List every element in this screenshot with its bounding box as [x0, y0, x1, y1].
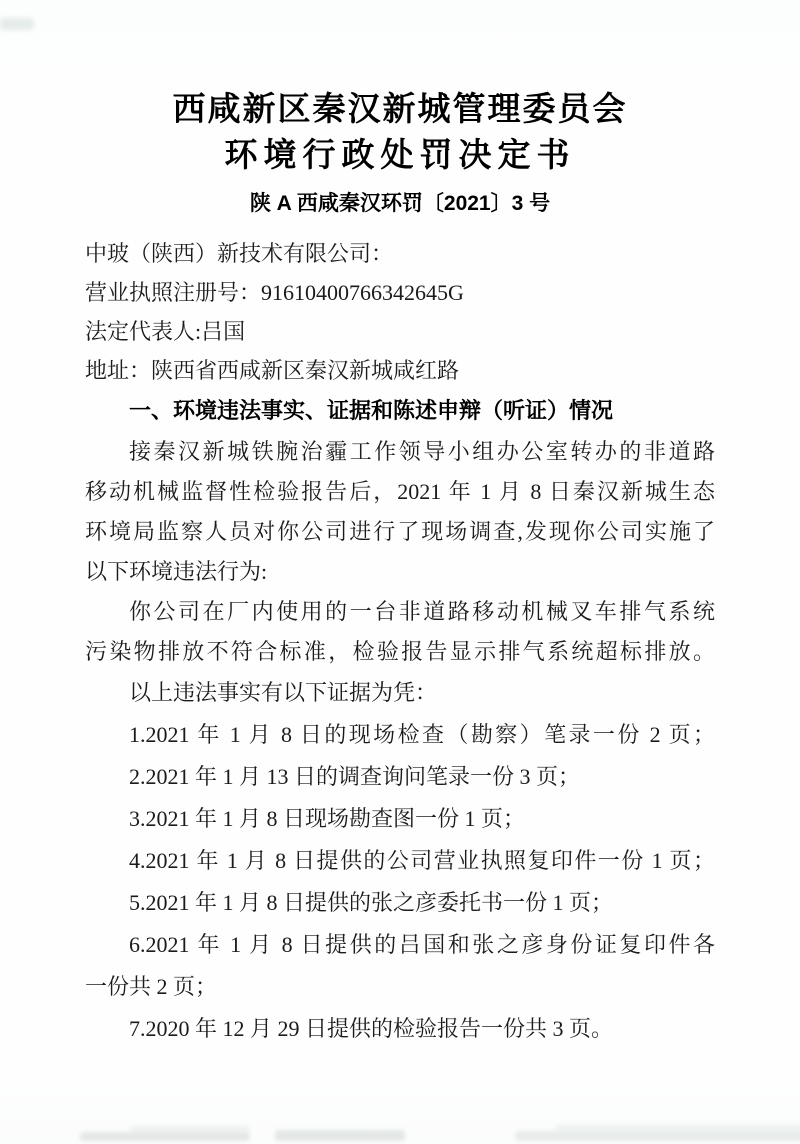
paragraph-2-line-1: 你公司在厂内使用的一台非道路移动机械叉车排气系统	[129, 599, 715, 624]
evidence-item-7: 7.2020 年 12 月 29 日提供的检验报告一份共 3 页。	[129, 1016, 614, 1041]
evidence-intro: 以上违法事实有以下证据为凭：	[129, 680, 438, 705]
evidence-item-4: 4.2021 年 1 月 8 日提供的公司营业执照复印件一份 1 页；	[129, 848, 715, 873]
paragraph-1	[85, 432, 715, 592]
scan-smudge	[130, 1126, 250, 1131]
scan-smudge	[80, 1132, 250, 1141]
evidence-item-6-line-2: 一份共 2 页；	[85, 974, 218, 999]
evidence-item-6-line-1: 6.2021 年 1 月 8 日提供的吕国和张之彦身份证复印件各	[129, 932, 715, 957]
recipient-license-number: 营业执照注册号：91610400766342645G	[85, 280, 464, 305]
paragraph-2	[85, 592, 715, 672]
paragraph-1-line-3: 环境局监察人员对你公司进行了现场调查,发现你公司实施了	[85, 519, 715, 544]
paragraph-1-line-2: 移动机械监督性检验报告后，2021 年 1 月 8 日秦汉新城生态	[85, 479, 715, 504]
paragraph-1-line-4: 以下环境违法行为:	[85, 559, 268, 584]
scan-smudge	[275, 1130, 405, 1141]
recipient-address: 地址：陕西省西咸新区秦汉新城咸红路	[85, 358, 460, 383]
document-title-line-1: 西咸新区秦汉新城管理委员会	[172, 90, 628, 127]
document-title-line-2: 环境行政处罚决定书	[224, 136, 576, 173]
scan-smudge	[555, 1125, 800, 1130]
scan-smudge	[515, 1131, 800, 1141]
document-number: 陕 A 西咸秦汉环罚〔2021〕3 号	[249, 192, 551, 215]
section-1-body	[85, 390, 715, 1050]
evidence-item-1: 1.2021 年 1 月 8 日的现场检查（勘察）笔录一份 2 页；	[129, 722, 715, 747]
paragraph-1-line-1: 接秦汉新城铁腕治霾工作领导小组办公室转办的非道路	[129, 439, 715, 464]
evidence-item-2: 2.2021 年 1 月 13 日的调查询问笔录一份 3 页；	[129, 764, 581, 789]
paragraph-2-line-2: 污染物排放不符合标准，检验报告显示排气系统超标排放。	[85, 639, 715, 664]
evidence-item-3: 3.2021 年 1 月 8 日现场勘查图一份 1 页；	[129, 806, 526, 831]
section-1-heading: 一、环境违法事实、证据和陈述申辩（听证）情况	[129, 398, 614, 423]
recipient-legal-representative: 法定代表人:吕国	[85, 319, 246, 344]
recipient-block	[85, 234, 715, 390]
recipient-company: 中玻（陕西）新技术有限公司：	[85, 241, 394, 266]
evidence-list	[85, 714, 715, 1050]
evidence-item-5: 5.2021 年 1 月 8 日提供的张之彦委托书一份 1 页；	[129, 890, 614, 915]
